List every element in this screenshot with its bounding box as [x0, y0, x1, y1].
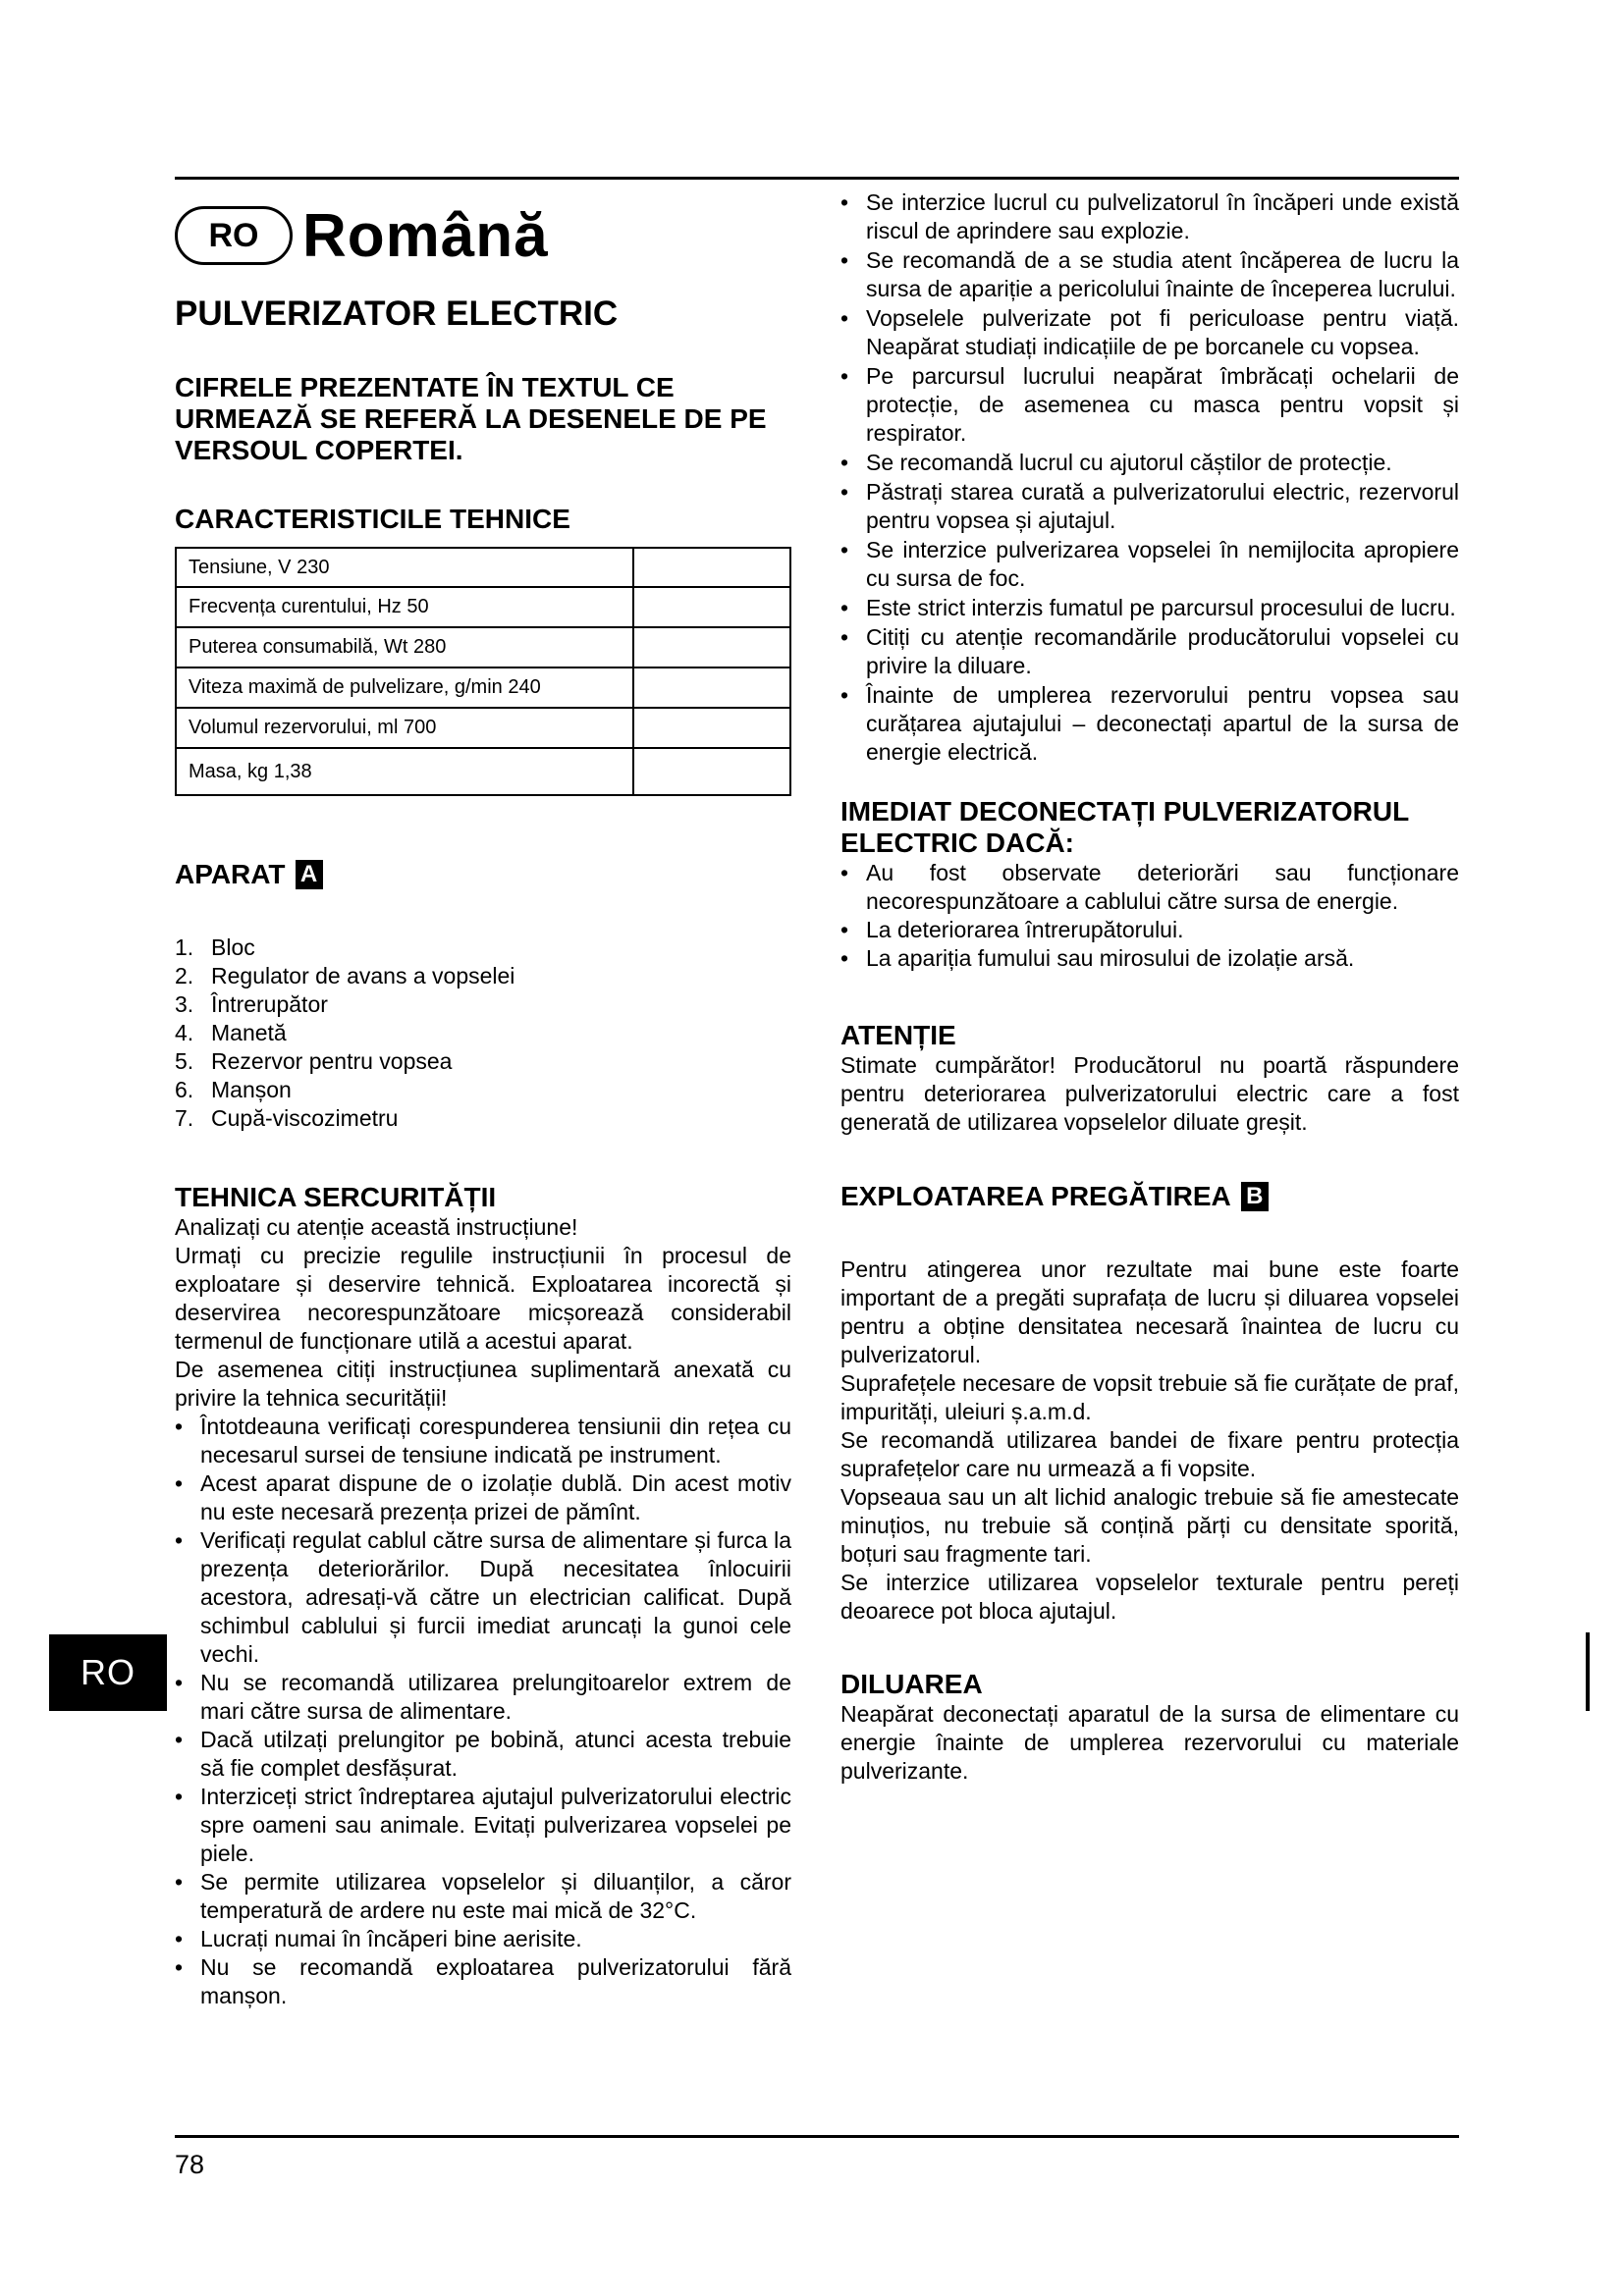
safety-heading: TEHNICA SERCURITĂȚII: [175, 1182, 497, 1212]
list-item: [840, 916, 1459, 944]
bullet-text: Lucrați numai în încăperi bine aerisite.: [200, 1926, 582, 1951]
margin-bar: [1586, 1632, 1590, 1711]
spec-value-cell: [633, 548, 790, 587]
list-item: [840, 188, 1459, 245]
right-column: [840, 188, 1459, 1786]
list-item: [840, 681, 1459, 767]
list-item: [175, 1868, 791, 1925]
bullet-icon: •: [840, 247, 849, 273]
bottom-rule: [175, 2135, 1459, 2138]
safety-intro-1: Analizați cu atenție această instrucțiune!: [175, 1214, 578, 1240]
bullet-text: Pe parcursul lucrului neapărat îmbrăcați ochelarii de protecție, de asemenea cu masca pentru vopsit și respirator.: [866, 363, 1459, 446]
item-number: 5.: [175, 1048, 194, 1074]
document-title: PULVERIZATOR ELECTRIC: [175, 294, 619, 333]
language-code-badge: RO: [175, 206, 293, 265]
item-number: 6.: [175, 1077, 194, 1102]
bullet-icon: •: [840, 305, 849, 331]
bullet-text: Se recomandă de a se studia atent încăperea de lucru la sursa de apariție a pericolului înainte de începerea lucrului.: [866, 247, 1459, 301]
page-number: 78: [175, 2150, 205, 2179]
list-item: [175, 1076, 791, 1104]
list-item: [840, 594, 1459, 622]
language-header: [175, 192, 791, 279]
list-item: [175, 1526, 791, 1669]
item-label: Rezervor pentru vopsea: [211, 1048, 453, 1074]
bullet-text: Verificați regulat cablul către sursa de alimentare și furca la prezența deteriorărilor. După necesitatea înlocuirii acestora, adresați-vă către un electrician calificat. După schimbul cablului și furcii imediat aruncați la gunoi cele vechi.: [200, 1527, 791, 1667]
list-item: [840, 536, 1459, 593]
item-number: 1.: [175, 934, 194, 960]
bullet-text: Dacă utilzați prelungitor pe bobină, atunci acesta trebuie să fie complet desfășurat.: [200, 1727, 791, 1781]
bullet-text: La deteriorarea întrerupătorului.: [866, 917, 1184, 942]
bullet-icon: •: [175, 1869, 184, 1895]
bullet-icon: •: [175, 1954, 184, 1980]
bullet-icon: •: [840, 682, 849, 708]
list-item: [175, 1669, 791, 1726]
bullet-icon: •: [175, 1926, 184, 1951]
item-label: Regulator de avans a vopselei: [211, 963, 515, 988]
aparat-heading: [175, 859, 791, 890]
parts-list: [175, 934, 791, 1133]
table-row: [176, 708, 790, 748]
safety-intro-2: Urmați cu precizie regulile instrucțiunii în procesul de exploatare și deservire tehnică. Exploatarea incorectă și deservirea necorespunzătoare micșorează considerabil termenul de funcționare utilă a acestui aparat.: [175, 1243, 791, 1354]
exploatarea-paragraph-4: Vopseaua sau un alt lichid analogic trebuie să fie amestecate minuțios, nu trebuie să conțină părți cu densitate sporită, boțuri sau fragmente tari.: [840, 1484, 1459, 1567]
bullet-icon: •: [840, 479, 849, 505]
bullet-text: Se interzice pulverizarea vopselei în nemijlocita apropiere cu sursa de foc.: [866, 537, 1459, 591]
safety-list-left: [175, 1413, 791, 2010]
bullet-icon: •: [840, 537, 849, 562]
language-title: Română: [302, 201, 549, 270]
intro-note: CIFRELE PREZENTATE ÎN TEXTUL CE URMEAZĂ SE REFERĂ LA DESENELE DE PE VERSOUL COPERTEI.: [175, 372, 767, 465]
bullet-icon: •: [840, 860, 849, 885]
bullet-text: Nu se recomandă exploatarea pulverizatorului fără manșon.: [200, 1954, 791, 2008]
spec-cell: Volumul rezervorului, ml 700: [176, 708, 633, 748]
list-item: [840, 478, 1459, 535]
spec-value-cell: [633, 587, 790, 627]
bullet-icon: •: [840, 363, 849, 389]
bullet-icon: •: [175, 1470, 184, 1496]
list-item: [175, 1783, 791, 1868]
list-item: [175, 1925, 791, 1953]
list-item: [175, 1047, 791, 1076]
exploatarea-heading: [840, 1181, 1459, 1212]
bullet-text: Se recomandă lucrul cu ajutorul căștilor de protecție.: [866, 450, 1392, 475]
safety-intro-3: De asemenea citiți instrucțiunea suplimentară anexată cu privire la tehnica securității!: [175, 1357, 791, 1411]
aparat-heading-text: APARAT: [175, 859, 286, 889]
table-row: [176, 548, 790, 587]
bullet-text: Au fost observate deteriorări sau funcționare necorespunzătoare a cablului către sursa de energie.: [866, 860, 1459, 914]
list-item: [840, 623, 1459, 680]
bullet-icon: •: [175, 1670, 184, 1695]
list-item: [840, 362, 1459, 448]
table-row: [176, 667, 790, 708]
spec-cell: Viteza maximă de pulvelizare, g/min 240: [176, 667, 633, 708]
table-row: [176, 587, 790, 627]
bullet-text: Interziceți strict îndreptarea ajutajul pulverizatorului electric spre oameni sau animale. Evitați pulverizarea vopselei pe piele.: [200, 1784, 791, 1866]
bullet-text: Se permite utilizarea vopselelor și diluanților, a căror temperatură de ardere nu este mai mică de 32°C.: [200, 1869, 791, 1923]
language-side-tab: RO: [49, 1634, 167, 1711]
list-item: [175, 1469, 791, 1526]
bullet-icon: •: [840, 945, 849, 971]
item-label: Întrerupător: [211, 991, 328, 1017]
bullet-icon: •: [840, 917, 849, 942]
list-item: [175, 934, 791, 962]
bullet-icon: •: [175, 1784, 184, 1809]
safety-list-right: [840, 188, 1459, 767]
bullet-icon: •: [840, 624, 849, 650]
list-item: [840, 304, 1459, 361]
spec-cell: Frecvența curentului, Hz 50: [176, 587, 633, 627]
exploatarea-paragraph-3: Se recomandă utilizarea bandei de fixare pentru protecția suprafețelor care nu urmează a fi vopsite.: [840, 1427, 1459, 1481]
bullet-text: Păstrați starea curată a pulverizatorului electric, rezervorul pentru vopsea și ajutajul.: [866, 479, 1459, 533]
list-item: [175, 1019, 791, 1047]
spec-cell: Tensiune, V 230: [176, 548, 633, 587]
atentie-heading: ATENȚIE: [840, 1020, 956, 1050]
top-rule: [175, 177, 1459, 180]
imediat-heading: IMEDIAT DECONECTAȚI PULVERIZATORUL ELECTRIC DACĂ:: [840, 796, 1409, 858]
diluarea-heading: DILUAREA: [840, 1669, 983, 1699]
item-label: Bloc: [211, 934, 255, 960]
item-label: Manetă: [211, 1020, 287, 1045]
bullet-text: Se interzice lucrul cu pulvelizatorul în încăperi unde există riscul de aprindere sau explozie.: [866, 189, 1459, 243]
item-label: Cupă-viscozimetru: [211, 1105, 399, 1131]
bullet-icon: •: [840, 595, 849, 620]
list-item: [175, 962, 791, 990]
item-number: 3.: [175, 991, 194, 1017]
exploatarea-paragraph-1: Pentru atingerea unor rezultate mai bune este foarte important de a pregăti suprafața de lucru și diluarea vopselei pentru a obține densitatea necesară înaintea de lucru cu pulverizatorul.: [840, 1256, 1459, 1367]
bullet-text: Nu se recomandă utilizarea prelungitoarelor extrem de mari către sursa de alimentare.: [200, 1670, 791, 1724]
bullet-text: Acest aparat dispune de o izolație dublă. Din acest motiv nu este necesară prezența prizei de pămînt.: [200, 1470, 791, 1524]
bullet-icon: •: [175, 1727, 184, 1752]
figure-badge: A: [296, 860, 323, 889]
bullet-text: Înainte de umplerea rezervorului pentru vopsea sau curățarea ajutajului – deconectați apartul de la sursa de energie electrică.: [866, 682, 1459, 765]
list-item: [840, 944, 1459, 973]
spec-value-cell: [633, 627, 790, 667]
bullet-icon: •: [840, 450, 849, 475]
list-item: [840, 449, 1459, 477]
imediat-list: [840, 859, 1459, 973]
table-row: [176, 627, 790, 667]
bullet-text: Este strict interzis fumatul pe parcursul procesului de lucru.: [866, 595, 1456, 620]
exploatarea-heading-text: EXPLOATAREA PREGĂTIREA: [840, 1181, 1231, 1211]
spec-value-cell: [633, 748, 790, 795]
bullet-text: Vopselele pulverizate pot fi periculoase pentru viață. Neapărat studiați indicațiile de pe borcanele cu vopsea.: [866, 305, 1459, 359]
list-item: [175, 1413, 791, 1469]
spec-cell: Masa, kg 1,38: [176, 748, 633, 795]
item-number: 7.: [175, 1105, 194, 1131]
item-number: 2.: [175, 963, 194, 988]
list-item: [175, 990, 791, 1019]
item-number: 4.: [175, 1020, 194, 1045]
bullet-text: Întotdeauna verificați corespunderea tensiunii din rețea cu necesarul sursei de tensiune indicată pe instrument.: [200, 1414, 791, 1468]
diluarea-text: Neapărat deconectați aparatul de la sursa de elimentare cu energie înainte de umplerea rezervorului cu materiale pulverizante.: [840, 1701, 1459, 1784]
list-item: [175, 1726, 791, 1783]
exploatarea-paragraph-5: Se interzice utilizarea vopselelor texturale pentru pereți deoarece pot bloca ajutajul.: [840, 1570, 1459, 1624]
specs-heading: CARACTERISTICILE TEHNICE: [175, 504, 570, 534]
list-item: [840, 859, 1459, 916]
figure-badge: B: [1241, 1182, 1269, 1211]
bullet-text: Citiți cu atenție recomandările producătorului vopselei cu privire la diluare.: [866, 624, 1459, 678]
bullet-icon: •: [840, 189, 849, 215]
spec-value-cell: [633, 667, 790, 708]
item-label: Manșon: [211, 1077, 292, 1102]
table-row: [176, 748, 790, 795]
atentie-text: Stimate cumpărător! Producătorul nu poartă răspundere pentru deteriorarea pulverizatorului electric care a fost generată de utilizarea vopselelor diluate greșit.: [840, 1052, 1459, 1135]
specs-table: [175, 547, 791, 796]
list-item: [175, 1953, 791, 2010]
bullet-text: La apariția fumului sau mirosului de izolație arsă.: [866, 945, 1355, 971]
spec-cell: Puterea consumabilă, Wt 280: [176, 627, 633, 667]
bullet-icon: •: [175, 1527, 184, 1553]
exploatarea-paragraph-2: Suprafețele necesare de vopsit trebuie să fie curățate de praf, impurități, uleiuri ș.a.m.d.: [840, 1370, 1459, 1424]
left-column: [175, 188, 791, 2010]
bullet-icon: •: [175, 1414, 184, 1439]
spec-value-cell: [633, 708, 790, 748]
list-item: [175, 1104, 791, 1133]
list-item: [840, 246, 1459, 303]
